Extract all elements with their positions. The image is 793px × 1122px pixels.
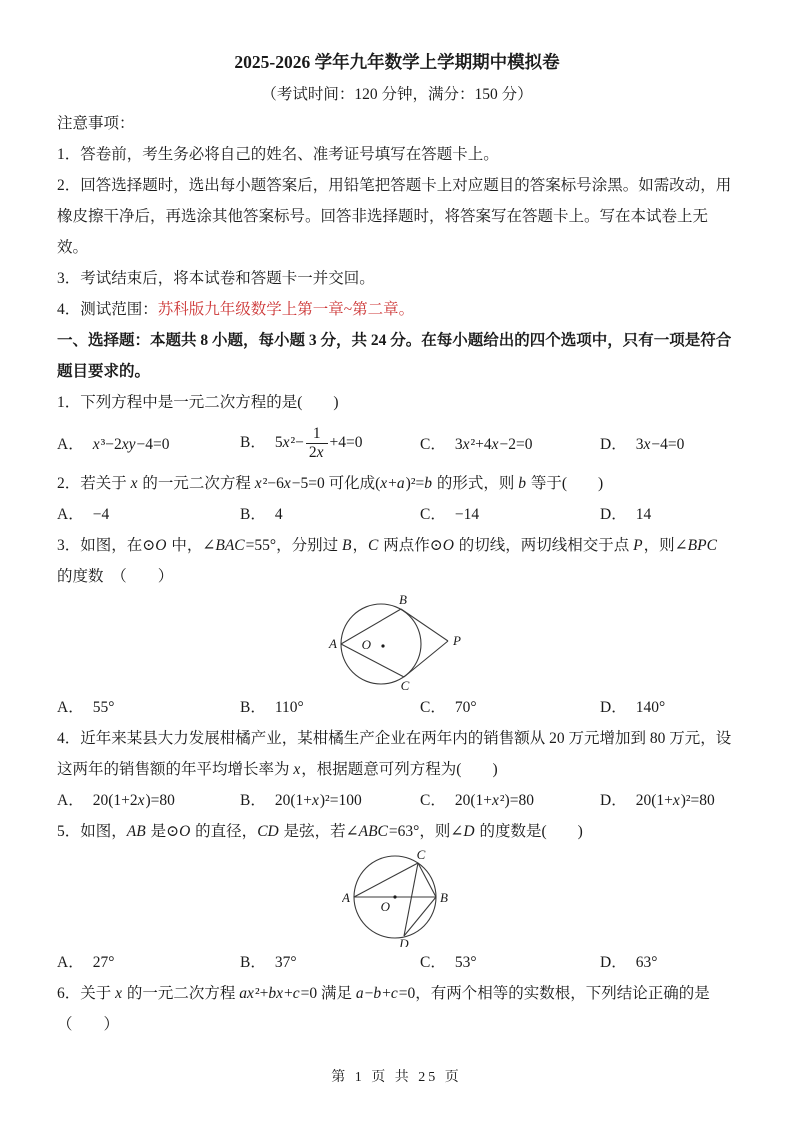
- question-1-options: [57, 418, 737, 468]
- option-cell: [240, 692, 420, 723]
- option-value: 14: [635, 506, 652, 523]
- option-cell: [240, 785, 420, 816]
- question-3-options: [57, 692, 737, 723]
- option-cell: [240, 425, 420, 460]
- option-value: 20(1+x)²=100: [274, 792, 362, 809]
- option-letter: A．: [57, 792, 84, 809]
- label-point-p: P: [453, 633, 461, 648]
- question-2-stem: 2．若关于 x 的一元二次方程 x²−6x−5=0 可化成(x+a)²=b 的形式，则 b 等于( ): [57, 475, 604, 492]
- option-letter: C．: [420, 792, 446, 809]
- chord-ab: [341, 609, 401, 644]
- option-value: 55°: [92, 699, 115, 716]
- question-6-stem-line2: （ ）: [57, 1016, 120, 1033]
- option-value: 140°: [635, 699, 666, 716]
- question-5-options: [57, 947, 737, 978]
- question-5-figure: [342, 847, 737, 947]
- option-letter: B．: [240, 954, 266, 971]
- option-value: 3x−4=0: [635, 436, 685, 453]
- notice-item-4-scope: 苏科版九年级数学上第一章~第二章。: [157, 301, 415, 318]
- option-value: 4: [274, 506, 283, 523]
- label-point-d: D: [399, 936, 409, 947]
- option-letter: A．: [57, 954, 84, 971]
- option-cell: [240, 499, 420, 530]
- chord-cb: [418, 863, 436, 897]
- option-letter: C．: [420, 436, 446, 453]
- question-5-stem: 5．如图，AB 是⊙O 的直径，CD 是弦，若∠ABC=63°，则∠D 的度数是( ): [57, 823, 583, 840]
- page-footer: 第 1 页 共 25 页: [331, 1070, 462, 1085]
- question-4-stem: 4．近年来某县大力发展柑橘产业，某柑橘生产企业在两年内的销售额从 20 万元增加到 80 万元，设这两年的销售额的年平均增长率为 x，根据题意可列方程为( ): [57, 730, 732, 778]
- page-title: 2025-2026 学年九年数学上学期期中模拟卷: [234, 52, 560, 72]
- circle-chords-figure: [342, 847, 458, 947]
- question-6-stem: 6．关于 x 的一元二次方程 ax²+bx+c=0 满足 a−b+c=0，有两个相等的实数根，下列结论正确的是: [57, 985, 710, 1002]
- option-cell: [240, 947, 420, 978]
- option-value: 3x²+4x−2=0: [454, 436, 533, 453]
- notice-item-4: [57, 294, 737, 325]
- option-value: 37°: [274, 954, 297, 971]
- question-3-stem: 3．如图，在⊙O 中，∠BAC=55°，分别过 B，C 两点作⊙O 的切线，两切线相交于点 P，则∠BPC 的度数 （ ）: [57, 537, 717, 585]
- option-cell: [57, 692, 240, 723]
- label-point-b: B: [399, 592, 407, 607]
- label-point-a: A: [329, 636, 337, 651]
- option-letter: D．: [600, 792, 627, 809]
- option-value: 20(1+x)²=80: [635, 792, 715, 809]
- chord-cd: [404, 863, 418, 936]
- option-cell: [57, 499, 240, 530]
- option-letter: B．: [240, 792, 266, 809]
- option-cell: [420, 947, 600, 978]
- question-4-options: [57, 785, 737, 816]
- option-cell: [57, 785, 240, 816]
- option-value: −4: [92, 506, 110, 523]
- option-cell: [600, 692, 737, 723]
- label-point-c: C: [416, 847, 426, 862]
- option-value: 110°: [274, 699, 304, 716]
- option-cell: [420, 692, 600, 723]
- notice-item-2: 2．回答选择题时，选出每小题答案后，用铅笔把答题卡上对应题目的答案标号涂黑。如需改动，用橡皮擦干净后，再选涂其他答案标号。回答非选择题时，将答案写在答题卡上。写在本试卷上无效。: [57, 177, 732, 256]
- option-letter: A．: [57, 436, 84, 453]
- option-letter: B．: [240, 433, 266, 451]
- option-cell: [600, 432, 737, 454]
- option-letter: D．: [600, 699, 627, 716]
- label-center-o: O: [380, 899, 390, 914]
- option-value: 63°: [635, 954, 658, 971]
- option-cell: [600, 499, 737, 530]
- question-1-stem: 1．下列方程中是一元二次方程的是( ): [57, 394, 339, 411]
- option-cell: [57, 432, 240, 454]
- option-letter: C．: [420, 954, 446, 971]
- question-3-figure: [325, 592, 737, 692]
- option-value: 20(1+x²)=80: [454, 792, 534, 809]
- option-letter: D．: [600, 954, 627, 971]
- option-cell: [57, 947, 240, 978]
- center-dot: [381, 644, 384, 647]
- notice-item-3: 3．考试结束后，将本试卷和答题卡一并交回。: [57, 270, 375, 287]
- option-value: 27°: [92, 954, 115, 971]
- option-letter: A．: [57, 699, 84, 716]
- option-letter: A．: [57, 506, 84, 523]
- option-cell: [420, 785, 600, 816]
- label-point-b: B: [440, 890, 448, 905]
- exam-info: （考试时间：120 分钟，满分：150 分）: [261, 86, 533, 103]
- option-value: 53°: [454, 954, 477, 971]
- label-center-o: O: [361, 637, 371, 652]
- center-dot: [393, 895, 396, 898]
- option-value: −14: [454, 506, 480, 523]
- option-letter: D．: [600, 506, 627, 523]
- chord-ac: [354, 863, 418, 897]
- notice-heading: 注意事项：: [57, 115, 135, 132]
- option-cell: [420, 499, 600, 530]
- option-value: 5x²− $\frac{1}{2x}$ +4=0: [274, 425, 363, 461]
- option-value: 70°: [454, 699, 477, 716]
- tangent-bp: [401, 609, 448, 641]
- notice-item-1: 1．答卷前，考生务必将自己的姓名、准考证号填写在答题卡上。: [57, 146, 499, 163]
- option-value: x³−2xy−4=0: [92, 436, 170, 453]
- notice-item-4-label: 4．测试范围：: [57, 301, 158, 318]
- chord-ac: [341, 644, 404, 677]
- option-letter: C．: [420, 506, 446, 523]
- circle-o: [341, 604, 421, 684]
- option-cell: [600, 947, 737, 978]
- option-letter: C．: [420, 699, 446, 716]
- option-value: 20(1+2x)=80: [92, 792, 175, 809]
- circle-tangent-figure: [325, 592, 465, 692]
- question-2-options: [57, 499, 737, 530]
- option-cell: [600, 785, 737, 816]
- label-point-a: A: [342, 890, 350, 905]
- option-letter: D．: [600, 436, 627, 453]
- label-point-c: C: [400, 678, 410, 692]
- option-letter: B．: [240, 699, 266, 716]
- tangent-cp: [404, 641, 448, 677]
- option-cell: [420, 432, 600, 454]
- option-letter: B．: [240, 506, 266, 523]
- section-one-heading: 一、选择题：本题共 8 小题，每小题 3 分，共 24 分。在每小题给出的四个选项中，只有一项是符合题目要求的。: [57, 332, 732, 380]
